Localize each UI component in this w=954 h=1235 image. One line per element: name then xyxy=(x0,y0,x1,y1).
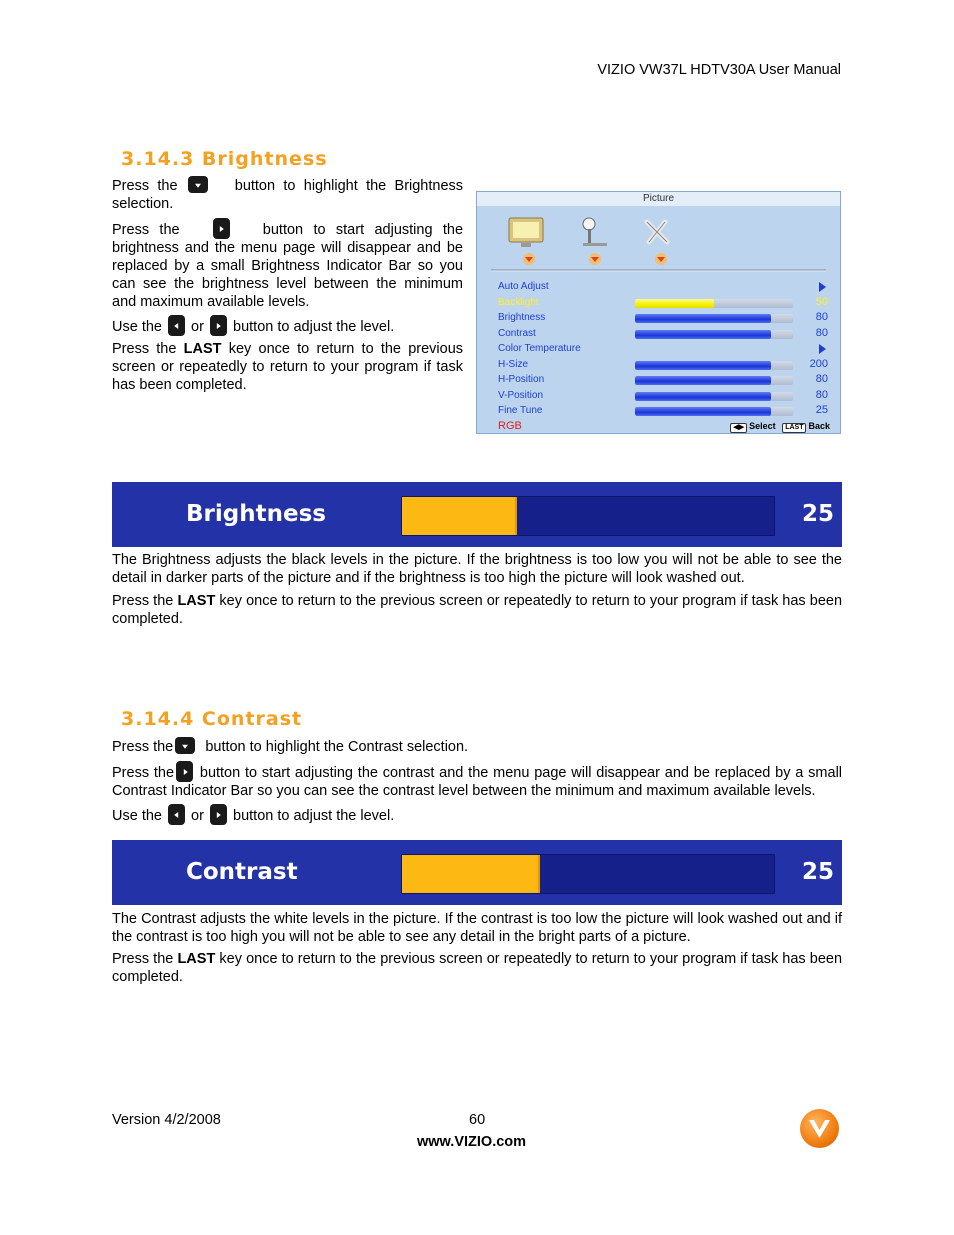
menu-row-label: Fine Tune xyxy=(498,405,543,416)
level-bar xyxy=(635,314,793,323)
brightness-p3 xyxy=(112,315,463,336)
text: button to highlight the Brightness selection. xyxy=(112,178,464,212)
picture-menu-screenshot xyxy=(476,191,841,434)
down-arrow-key-icon xyxy=(175,737,195,754)
menu-row-label: V-Position xyxy=(498,389,544,401)
text: button to adjust the level. xyxy=(233,319,395,335)
menu-row-contrast[interactable] xyxy=(498,326,828,341)
setup-wrench-icon xyxy=(639,216,681,250)
text: Press the xyxy=(112,222,180,238)
text: Press the xyxy=(112,593,174,609)
right-arrow-key-icon xyxy=(176,761,193,782)
brightness-description xyxy=(112,551,842,628)
footer-version: Version 4/2/2008 xyxy=(112,1112,221,1128)
menu-row-label: Contrast xyxy=(498,327,536,339)
back-hint: Back xyxy=(808,421,830,431)
menu-row-label: H-Position xyxy=(498,374,545,385)
brightness-p1 xyxy=(112,176,463,213)
manual-title: VIZIO VW37L HDTV30A User Manual xyxy=(597,62,841,78)
menu-key-hints xyxy=(726,419,830,433)
select-hint: Select xyxy=(749,421,776,431)
level-bar xyxy=(635,376,793,385)
level-bar xyxy=(635,392,793,401)
level-bar xyxy=(635,299,793,308)
text: button to start adjusting the brightness and the menu page will disappear and be replaced by a small Brightness Indicator Bar so you can see the brightness level between the minimum and maximum available levels. xyxy=(112,222,464,310)
brightness-level-fill xyxy=(402,497,517,535)
menu-row-h-size[interactable] xyxy=(498,357,828,372)
last-key-icon: LAST xyxy=(782,423,806,433)
text: Use the xyxy=(112,319,162,335)
contrast-p1 xyxy=(112,737,842,756)
menu-row-value: 25 xyxy=(815,404,828,416)
contrast-level-fill xyxy=(402,855,540,893)
submenu-arrow-icon xyxy=(819,344,826,354)
tab-indicator-icon xyxy=(521,252,537,266)
text: Press the xyxy=(112,341,177,357)
menu-row-auto-adjust[interactable] xyxy=(498,279,828,294)
brightness-indicator-value: 25 xyxy=(801,501,834,527)
level-bar xyxy=(635,361,793,370)
right-arrow-key-icon xyxy=(210,804,227,825)
menu-row-value: 80 xyxy=(815,388,828,401)
vizio-logo-icon xyxy=(800,1109,839,1148)
contrast-p5 xyxy=(112,950,842,986)
submenu-arrow-icon xyxy=(819,282,826,292)
text: Press the xyxy=(112,951,174,967)
brightness-heading: 3.14.3 Brightness xyxy=(121,148,328,170)
brightness-p2 xyxy=(112,218,463,311)
level-bar-fill xyxy=(635,392,771,401)
menu-title: Picture xyxy=(642,193,675,204)
menu-row-v-position[interactable] xyxy=(498,388,828,403)
level-bar xyxy=(635,330,793,339)
menu-row-label: Brightness xyxy=(498,312,546,323)
contrast-description xyxy=(112,910,842,986)
right-arrow-key-icon xyxy=(210,315,227,336)
last-key-label: LAST xyxy=(183,341,222,357)
level-bar-fill xyxy=(635,376,771,385)
footer-url: www.VIZIO.com xyxy=(417,1134,527,1150)
level-bar xyxy=(635,407,793,416)
menu-row-value: 200 xyxy=(809,357,828,370)
last-key-label: LAST xyxy=(177,951,216,967)
right-arrow-key-icon xyxy=(213,218,230,239)
brightness-p5: The Brightness adjusts the black levels in the picture. If the brightness is too low you will not be able to see the detail in darker parts of the picture and if the brightness is too high the picture will look washed out. xyxy=(112,552,842,586)
text: Use the xyxy=(112,808,162,824)
menu-divider xyxy=(491,269,826,272)
menu-row-value: 50 xyxy=(815,295,828,308)
vizio-v-mark-icon xyxy=(800,1109,839,1148)
contrast-p4: The Contrast adjusts the white levels in the picture. If the contrast is too low the picture will look washed out and if the contrast is too high you will not be able to see any detail in the bright parts of a picture. xyxy=(112,911,842,945)
contrast-indicator-bar xyxy=(112,840,842,905)
menu-row-label: Backlight xyxy=(498,296,539,308)
menu-row-label: H-Size xyxy=(498,358,529,370)
contrast-p2 xyxy=(112,761,842,800)
text: button to adjust the level. xyxy=(233,808,395,824)
menu-row-value: 80 xyxy=(815,373,828,385)
menu-row-color-temperature[interactable] xyxy=(498,341,828,356)
contrast-heading: 3.14.4 Contrast xyxy=(121,708,303,730)
level-bar-fill xyxy=(635,299,714,308)
level-bar-fill xyxy=(635,330,771,339)
menu-row-label: Color Temperature xyxy=(498,343,581,354)
brightness-indicator-label: Brightness xyxy=(186,501,326,527)
contrast-indicator-value: 25 xyxy=(801,859,834,885)
brightness-instructions xyxy=(112,176,463,394)
text: key once to return to the previous screen or repeatedly to return to your program if task has been completed. xyxy=(112,341,464,393)
tab-indicator-icon xyxy=(653,252,669,266)
down-arrow-key-icon xyxy=(188,176,208,193)
brightness-level-track xyxy=(401,496,775,536)
select-key-icon: ◀▶ xyxy=(730,423,747,433)
menu-row-backlight[interactable] xyxy=(498,295,828,310)
brightness-indicator-bar xyxy=(112,482,842,547)
level-bar-fill xyxy=(635,407,771,416)
brightness-p4 xyxy=(112,340,463,394)
text: key once to return to the previous screen or repeatedly to return to your program if task has been completed. xyxy=(112,951,843,985)
contrast-instructions xyxy=(112,737,842,825)
input-source-label: RGB xyxy=(498,420,522,432)
text: button to highlight the Contrast selection. xyxy=(205,739,469,755)
left-arrow-key-icon xyxy=(168,315,185,336)
menu-row-value: 80 xyxy=(815,311,828,323)
contrast-level-track xyxy=(401,854,775,894)
text: Press the xyxy=(112,765,175,781)
text: button to start adjusting the contrast and the menu page will disappear and be replaced by a small Contrast Indicator Bar so you can see the contrast level between the minimum and maximum available levels. xyxy=(112,765,843,799)
menu-row-label: Auto Adjust xyxy=(498,281,549,292)
text: or xyxy=(191,319,204,335)
page-number: 60 xyxy=(469,1112,486,1128)
text: or xyxy=(191,808,204,824)
picture-monitor-icon xyxy=(505,216,547,250)
level-bar-fill xyxy=(635,361,771,370)
menu-row-h-position[interactable] xyxy=(498,372,828,387)
left-arrow-key-icon xyxy=(168,804,185,825)
brightness-p6 xyxy=(112,592,842,628)
text: Press the xyxy=(112,739,174,755)
level-bar-fill xyxy=(635,314,771,323)
menu-row-value: 80 xyxy=(815,326,828,339)
menu-row-fine-tune[interactable] xyxy=(498,403,828,418)
contrast-indicator-label: Contrast xyxy=(186,859,298,885)
last-key-label: LAST xyxy=(177,593,216,609)
menu-row-brightness[interactable] xyxy=(498,310,828,325)
text: key once to return to the previous screen or repeatedly to return to your program if task has been completed. xyxy=(112,593,843,627)
tab-indicator-icon xyxy=(587,252,603,266)
contrast-p3 xyxy=(112,804,842,825)
text: Press the xyxy=(112,178,178,194)
audio-microphone-icon xyxy=(575,216,617,250)
